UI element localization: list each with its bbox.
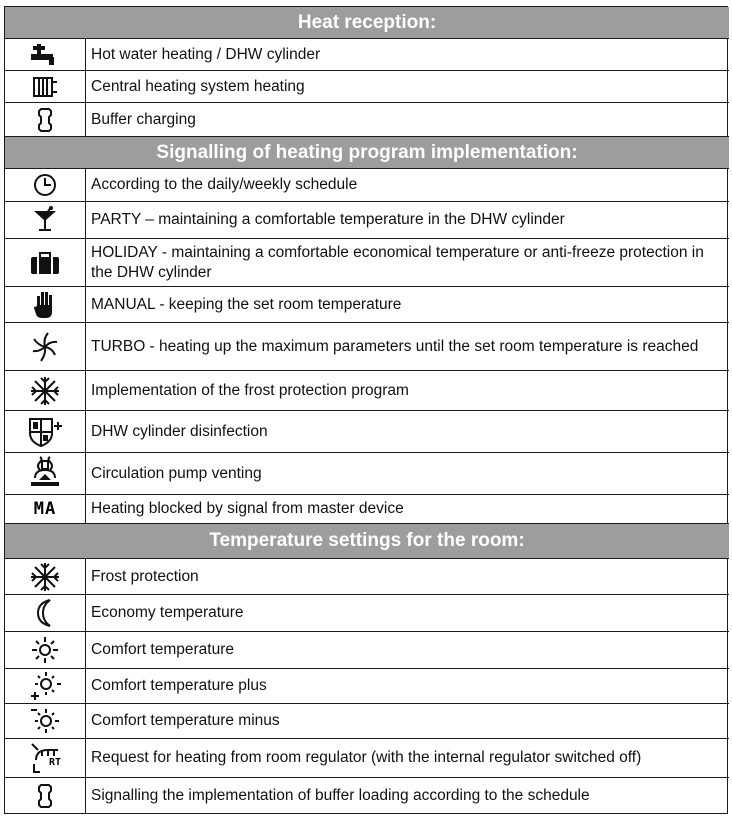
sun-icon	[5, 632, 86, 669]
row-label: TURBO - heating up the maximum parameters until the set room temperature is reached	[86, 323, 729, 371]
row-label: Circulation pump venting	[86, 453, 729, 495]
room-regulator-icon-label: RT	[49, 757, 62, 768]
row-label: Economy temperature	[86, 595, 729, 632]
row-label: Hot water heating / DHW cylinder	[86, 39, 729, 71]
sun-minus-icon	[5, 704, 86, 739]
row-label: DHW cylinder disinfection	[86, 411, 729, 453]
hand-icon	[5, 287, 86, 323]
row-label: Comfort temperature minus	[86, 704, 729, 739]
section-header-heat-reception: Heat reception:	[5, 7, 729, 39]
row-label: Frost protection	[86, 559, 729, 595]
turbo-icon	[5, 323, 86, 371]
moon-icon	[5, 595, 86, 632]
legend-table	[4, 6, 728, 814]
suitcase-icon	[5, 239, 86, 287]
master-device-icon-label: MA	[33, 499, 57, 519]
row-label: HOLIDAY - maintaining a comfortable economical temperature or anti-freeze protection in the DHW cylinder	[86, 239, 729, 287]
row-label: PARTY – maintaining a comfortable temperature in the DHW cylinder	[86, 202, 729, 239]
row-label: Heating blocked by signal from master device	[86, 495, 729, 524]
row-label: Comfort temperature	[86, 632, 729, 669]
section-header-room-temperature: Temperature settings for the room:	[5, 524, 729, 559]
cocktail-glass-icon	[5, 202, 86, 239]
row-label: Central heating system heating	[86, 71, 729, 103]
master-device-icon	[5, 495, 86, 524]
radiator-icon	[5, 71, 86, 103]
buffer-icon	[5, 103, 86, 137]
row-label: Buffer charging	[86, 103, 729, 137]
row-label: Signalling the implementation of buffer loading according to the schedule	[91, 786, 590, 804]
disinfection-shield-icon	[5, 411, 86, 453]
row-label: Comfort temperature plus	[86, 669, 729, 704]
section-header-program-signalling: Signalling of heating program implementation:	[5, 137, 729, 169]
row-label: Implementation of the frost protection program	[86, 371, 729, 411]
pump-venting-icon	[5, 453, 86, 495]
tap-icon	[5, 39, 86, 71]
row-label: Request for heating from room regulator (with the internal regulator switched off)	[86, 739, 729, 778]
snowflake-icon	[5, 559, 86, 595]
buffer-icon	[5, 778, 86, 813]
row-label: MANUAL - keeping the set room temperature	[86, 287, 729, 323]
room-regulator-icon	[5, 739, 86, 778]
row-label: According to the daily/weekly schedule	[86, 169, 729, 202]
snowflake-icon	[5, 371, 86, 411]
clock-icon	[5, 169, 86, 202]
sun-plus-icon	[5, 669, 86, 704]
